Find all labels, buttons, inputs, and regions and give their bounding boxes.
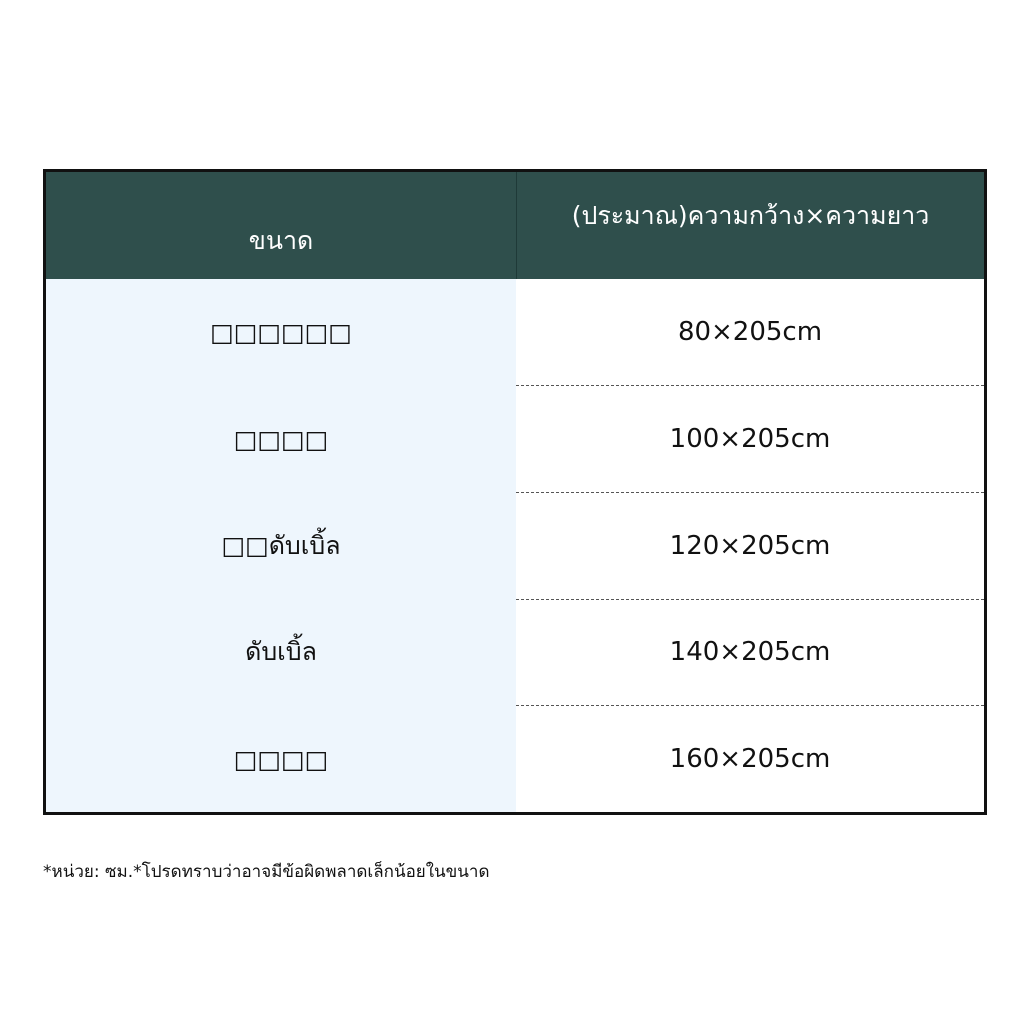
dimension-cell: 100×205cm xyxy=(669,424,831,454)
dimension-cell: 120×205cm xyxy=(669,531,831,561)
table-row xyxy=(46,386,984,492)
table-row xyxy=(46,599,984,705)
size-table xyxy=(43,169,987,815)
size-cell: ดับเบิ้ล xyxy=(245,637,317,666)
size-cell: □□ดับเบิ้ล xyxy=(221,531,341,560)
dimension-cell: 160×205cm xyxy=(669,744,831,774)
footnote: *หน่วย: ซม.*โปรดทราบว่าอาจมีข้อผิดพลาดเล็กน้อยในขนาด xyxy=(43,862,490,882)
dimension-cell: 140×205cm xyxy=(669,637,831,667)
size-cell: □□□□□□ xyxy=(210,317,352,347)
table-row xyxy=(46,493,984,599)
table-row xyxy=(46,279,984,385)
header-dimension: (ประมาณ)ความกว้าง×ความยาว xyxy=(516,172,984,279)
header-size: ขนาด xyxy=(248,225,314,255)
size-cell: □□□□ xyxy=(233,424,329,454)
table-row xyxy=(46,706,984,812)
table-header xyxy=(46,172,984,279)
dimension-cell: 80×205cm xyxy=(677,317,823,347)
size-cell: □□□□ xyxy=(233,744,329,774)
